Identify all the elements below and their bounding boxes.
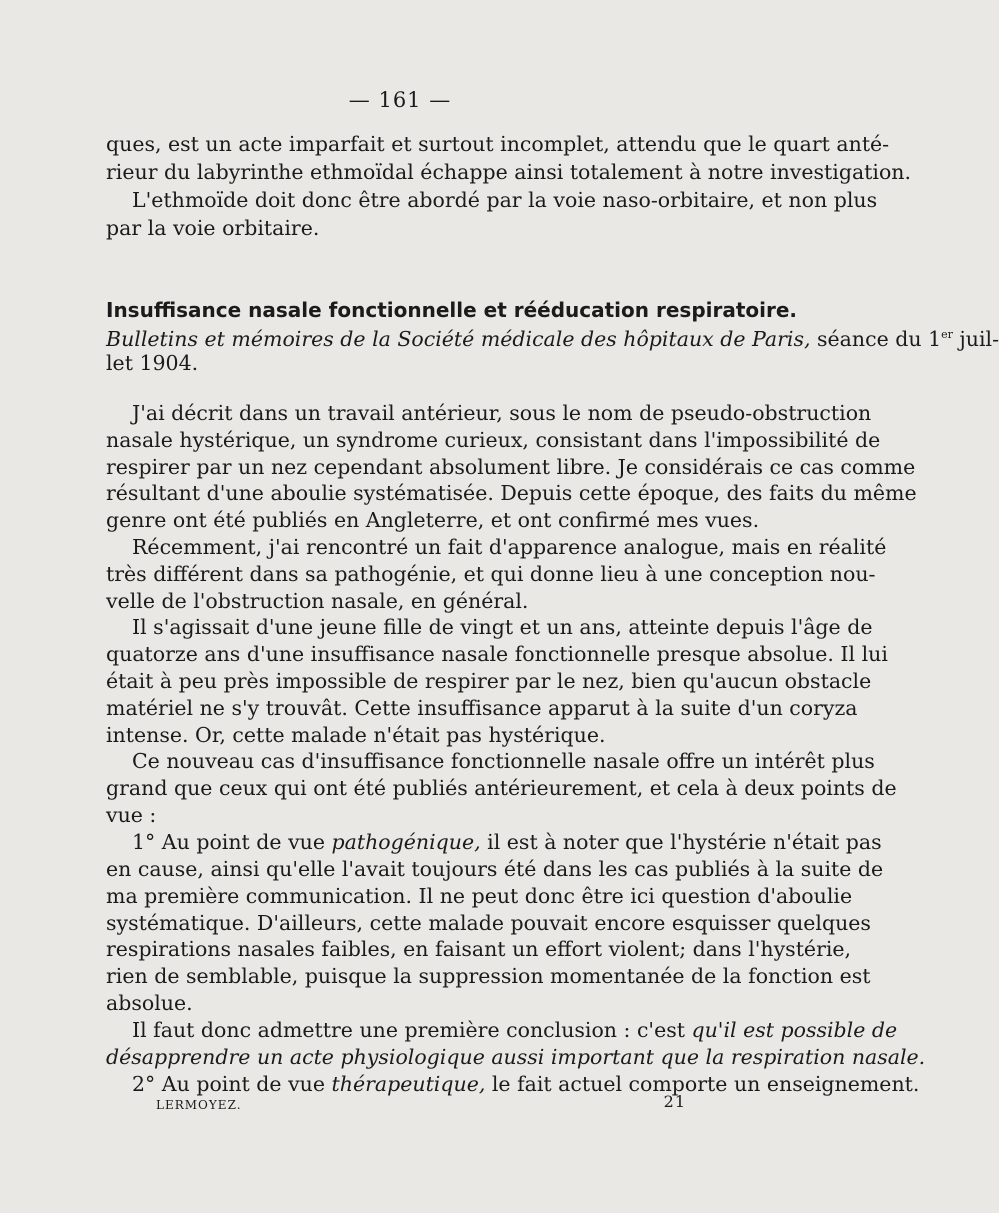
text-line: matériel ne s'y trouvât. Cette insuffisance apparut à la suite d'un coryza bbox=[106, 695, 858, 720]
conclusion-emphasis-1: qu'il est possible de bbox=[691, 1018, 898, 1042]
text-line: velle de l'obstruction nasale, en général. bbox=[106, 588, 529, 613]
text-line: J'ai décrit dans un travail antérieur, sous le nom de pseudo-obstruction bbox=[132, 401, 872, 425]
text-line: Ce nouveau cas d'insuffisance fonctionnelle nasale offre un intérêt plus bbox=[132, 749, 875, 774]
text-line: Récemment, j'ai rencontré un fait d'apparence analogue, mais en réalité bbox=[132, 535, 887, 559]
point-one-emphasis: pathogénique, bbox=[331, 830, 481, 854]
text-line: était à peu près impossible de respirer par le nez, bien qu'aucun obstacle bbox=[106, 669, 872, 693]
author-signature: LERMOYEZ. bbox=[156, 1098, 242, 1112]
text-line: systématique. D'ailleurs, cette malade pouvait encore esquisser quelques bbox=[106, 910, 871, 935]
text-line: ma première communication. Il ne peut donc être ici question d'aboulie bbox=[106, 883, 853, 908]
text-line: intense. Or, cette malade n'était pas hystérique. bbox=[106, 722, 606, 747]
text-line: absolue. bbox=[106, 991, 193, 1015]
text-line: respirer par un nez cependant absolument libre. Je considérais ce cas comme bbox=[106, 454, 916, 479]
section-heading: Insuffisance nasale fonctionnelle et rééducation respiratoire. bbox=[106, 298, 798, 322]
gathering-number: 21 bbox=[663, 1092, 686, 1111]
reference-sup: er bbox=[941, 328, 953, 342]
text-line: Il s'agissait d'une jeune fille de vingt et un ans, atteinte depuis l'âge de bbox=[132, 615, 873, 640]
text-line: grand que ceux qui ont été publiés antérieurement, et cela à deux points de bbox=[106, 776, 897, 801]
point-two-emphasis: thérapeutique, bbox=[331, 1072, 486, 1096]
reference-line-2: let 1904. bbox=[106, 351, 199, 375]
page-number: — 161 — bbox=[348, 88, 452, 112]
conclusion-line-2 bbox=[106, 1044, 926, 1070]
point-one-first-line: 1° Au point de vue pathogénique, il est à noter que l'hystérie n'était pas bbox=[132, 830, 882, 854]
text-line: genre ont été publiés en Angleterre, et ont confirmé mes vues. bbox=[106, 508, 760, 533]
reference-end: juil- bbox=[952, 327, 999, 351]
text-line: L'ethmoïde doit donc être abordé par la voie naso-orbitaire, et non plus bbox=[132, 188, 878, 212]
reference-line-1 bbox=[106, 326, 999, 352]
text-line: résultant d'une aboulie systématisée. Depuis cette époque, des faits du même bbox=[106, 481, 917, 506]
text-line: respirations nasales faibles, en faisant un effort violent; dans l'hystérie, bbox=[106, 937, 852, 962]
text-line: en cause, ainsi qu'elle l'avait toujours été dans les cas publiés à la suite de bbox=[106, 857, 884, 881]
text-line: quatorze ans d'une insuffisance nasale fonctionnelle presque absolue. Il lui bbox=[106, 642, 888, 667]
text-line: vue : bbox=[106, 803, 157, 827]
point-two-line: 2° Au point de vue thérapeutique, le fait actuel comporte un enseignement. bbox=[132, 1072, 920, 1096]
text-line: rien de semblable, puisque la suppression momentanée de la fonction est bbox=[106, 964, 871, 989]
conclusion-emphasis-2: désapprendre un acte physiologique aussi important que la respiration nasale. bbox=[106, 1045, 926, 1069]
text-line: rieur du labyrinthe ethmoïdal échappe ainsi totalement à notre investigation. bbox=[106, 160, 912, 184]
text-line: ques, est un acte imparfait et surtout incomplet, attendu que le quart anté- bbox=[106, 132, 890, 156]
text-line: très différent dans sa pathogénie, et qui donne lieu à une conception nou- bbox=[106, 561, 876, 586]
reference-journal: Bulletins et mémoires de la Société médicale des hôpitaux de Paris, bbox=[106, 327, 811, 351]
reference-session: séance du 1 bbox=[810, 327, 942, 351]
conclusion-line-1: Il faut donc admettre une première conclusion : c'est qu'il est possible de bbox=[132, 1018, 898, 1042]
text-line: nasale hystérique, un syndrome curieux, consistant dans l'impossibilité de bbox=[106, 427, 881, 452]
text-line: par la voie orbitaire. bbox=[106, 216, 320, 240]
